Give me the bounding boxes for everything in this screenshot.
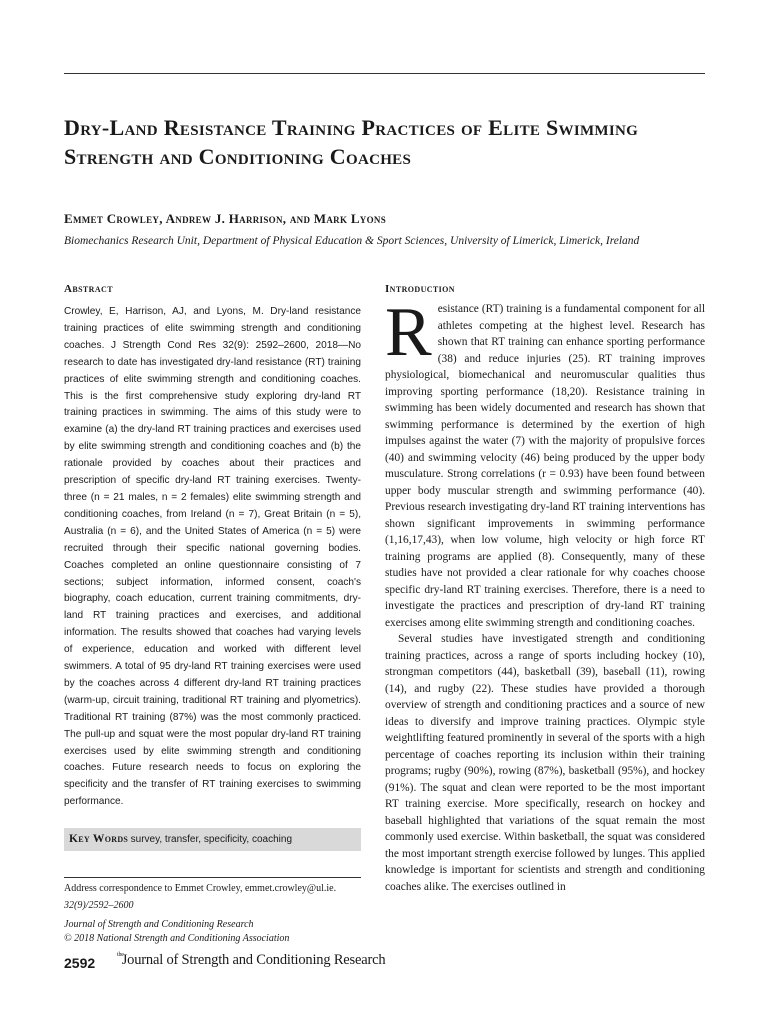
journal-title: Journal of Strength and Conditioning Research xyxy=(121,952,386,968)
drop-cap: R xyxy=(385,294,432,371)
correspondence-address: Address correspondence to Emmet Crowley, emmet.crowley@ul.ie. xyxy=(64,883,337,894)
introduction-paragraph-1-text: esistance (RT) training is a fundamental component for all athletes competing at the highest level. Research has shown that RT training can enhance sporting performance (38) and reduce injuries (25). RT training improves physiological, biomechanical and neuromuscular qualities thus improving sporting performance (18,20). Resistance training in swimming has been widely documented and research has shown that swimming performance is determined by the exertion of high impulses against the water (7) with the majority of propulsive forces (40) and swimming velocity (46) being produced by the upper body musculature. Strong correlations (r = 0.93) have been found between upper body muscular strength and swimming performance (40). Previous research investigating dry-land RT training interventions has shown significant improvements in swimming performance (1,16,17,43), when low volume, high velocity or high force RT training programs are applied (8). Consequently, many of these studies have not provided a clear rationale for why coaches choose specific dry-land RT training exercises. Therefore, there is a need to investigate the practices and prescription of dry-land RT training exercises among elite swimming strength and conditioning coaches. xyxy=(385,303,705,629)
copyright-line: © 2018 National Strength and Conditioning Association xyxy=(64,933,290,944)
author-list: Emmet Crowley, Andrew J. Harrison, and Mark Lyons xyxy=(64,211,386,226)
journal-credit: Journal of Strength and Conditioning Research xyxy=(64,919,254,930)
top-rule xyxy=(64,73,705,74)
page-number: 2592 xyxy=(64,955,96,971)
introduction-body xyxy=(385,294,705,895)
keywords-text: survey, transfer, specificity, coaching xyxy=(130,834,293,845)
journal-running-footer xyxy=(117,952,385,969)
journal-the: the xyxy=(117,952,124,958)
keywords-box xyxy=(64,828,361,851)
volume-pages: 32(9)/2592–2600 xyxy=(64,900,134,911)
introduction-paragraph-1 xyxy=(385,294,705,631)
affiliation: Biomechanics Research Unit, Department of Physical Education & Sport Sciences, University of Limerick, Limerick, Ireland xyxy=(64,235,640,247)
introduction-paragraph-2: Several studies have investigated strength and conditioning training practices, across a range of sports including hockey (10), strongman competitors (44), basketball (39), baseball (11), rowing (14), and rugby (22). These studies have provided a thorough overview of strength and conditioning practices and a source of new ideas to diversify and improve training practices. Olympic style weightlifting featured prominently in several of the sports with a high percentage of coaches reporting its inclusion within their training programs; rugby (90%), rowing (87%), basketball (95%), and hockey (91%). The squat and clean were reported to be the most important RT training exercise. More specifically, research on hockey and baseball highlighted that variations of the squat remain the most commonly used exercise. Within basketball, the squat was considered the most important strength exercise followed by lunges. This applied knowledge is important for scientists and strength and conditioning coaches alike. The exercises outlined in xyxy=(385,633,705,893)
keywords-heading: Key Words xyxy=(69,833,129,845)
article-title: Dry-Land Resistance Training Practices of Elite Swimming Strength and Conditioning Coaches xyxy=(64,115,639,169)
introduction-heading: Introduction xyxy=(385,283,455,295)
abstract-text: Crowley, E, Harrison, AJ, and Lyons, M. Dry-land resistance training practices of elite swimming strength and conditioning coaches. J Strength Cond Res 32(9): 2592–2600, 2018—No research to date has investigated dry-land resistance (RT) training practices of elite swimming strength and conditioning coaches. This is the first comprehensive study exploring dry-land RT training practices in swimming. The aims of this study were to examine (a) the dry-land RT training practices and exercises used by elite swimming strength and conditioning coaches and (b) the rationale provided by coaches about their practices and prescription of specific dry-land RT training exercises. Twenty-three (n = 21 males, n = 2 females) elite swimming strength and conditioning coaches, from Ireland (n = 7), Great Britain (n = 5), Australia (n = 6), and the United States of America (n = 5) were recruited through their specific national governing bodies. Coaches completed an online questionnaire consisting of 7 sections; subject information, informed consent, coach's biography, coach education, current training commitments, dry-land RT training practices and exercises, and additional information. The results showed that coaches had varying levels of experience, education and worked with different level swimmers. A total of 95 dry-land RT training exercises were used by the coaches across 4 different dry-land RT training practices (warm-up, circuit training, traditional RT training and plyometrics). Traditional RT training (87%) was the most commonly practiced. The pull-up and squat were the most popular dry-land RT training exercises used by elite swimming strength and conditioning coaches. Future research needs to focus on exploring the specificity and the transfer of RT training exercises to swimming performance. xyxy=(64,306,361,808)
abstract-heading: Abstract xyxy=(64,283,113,295)
correspondence-rule xyxy=(64,877,361,878)
